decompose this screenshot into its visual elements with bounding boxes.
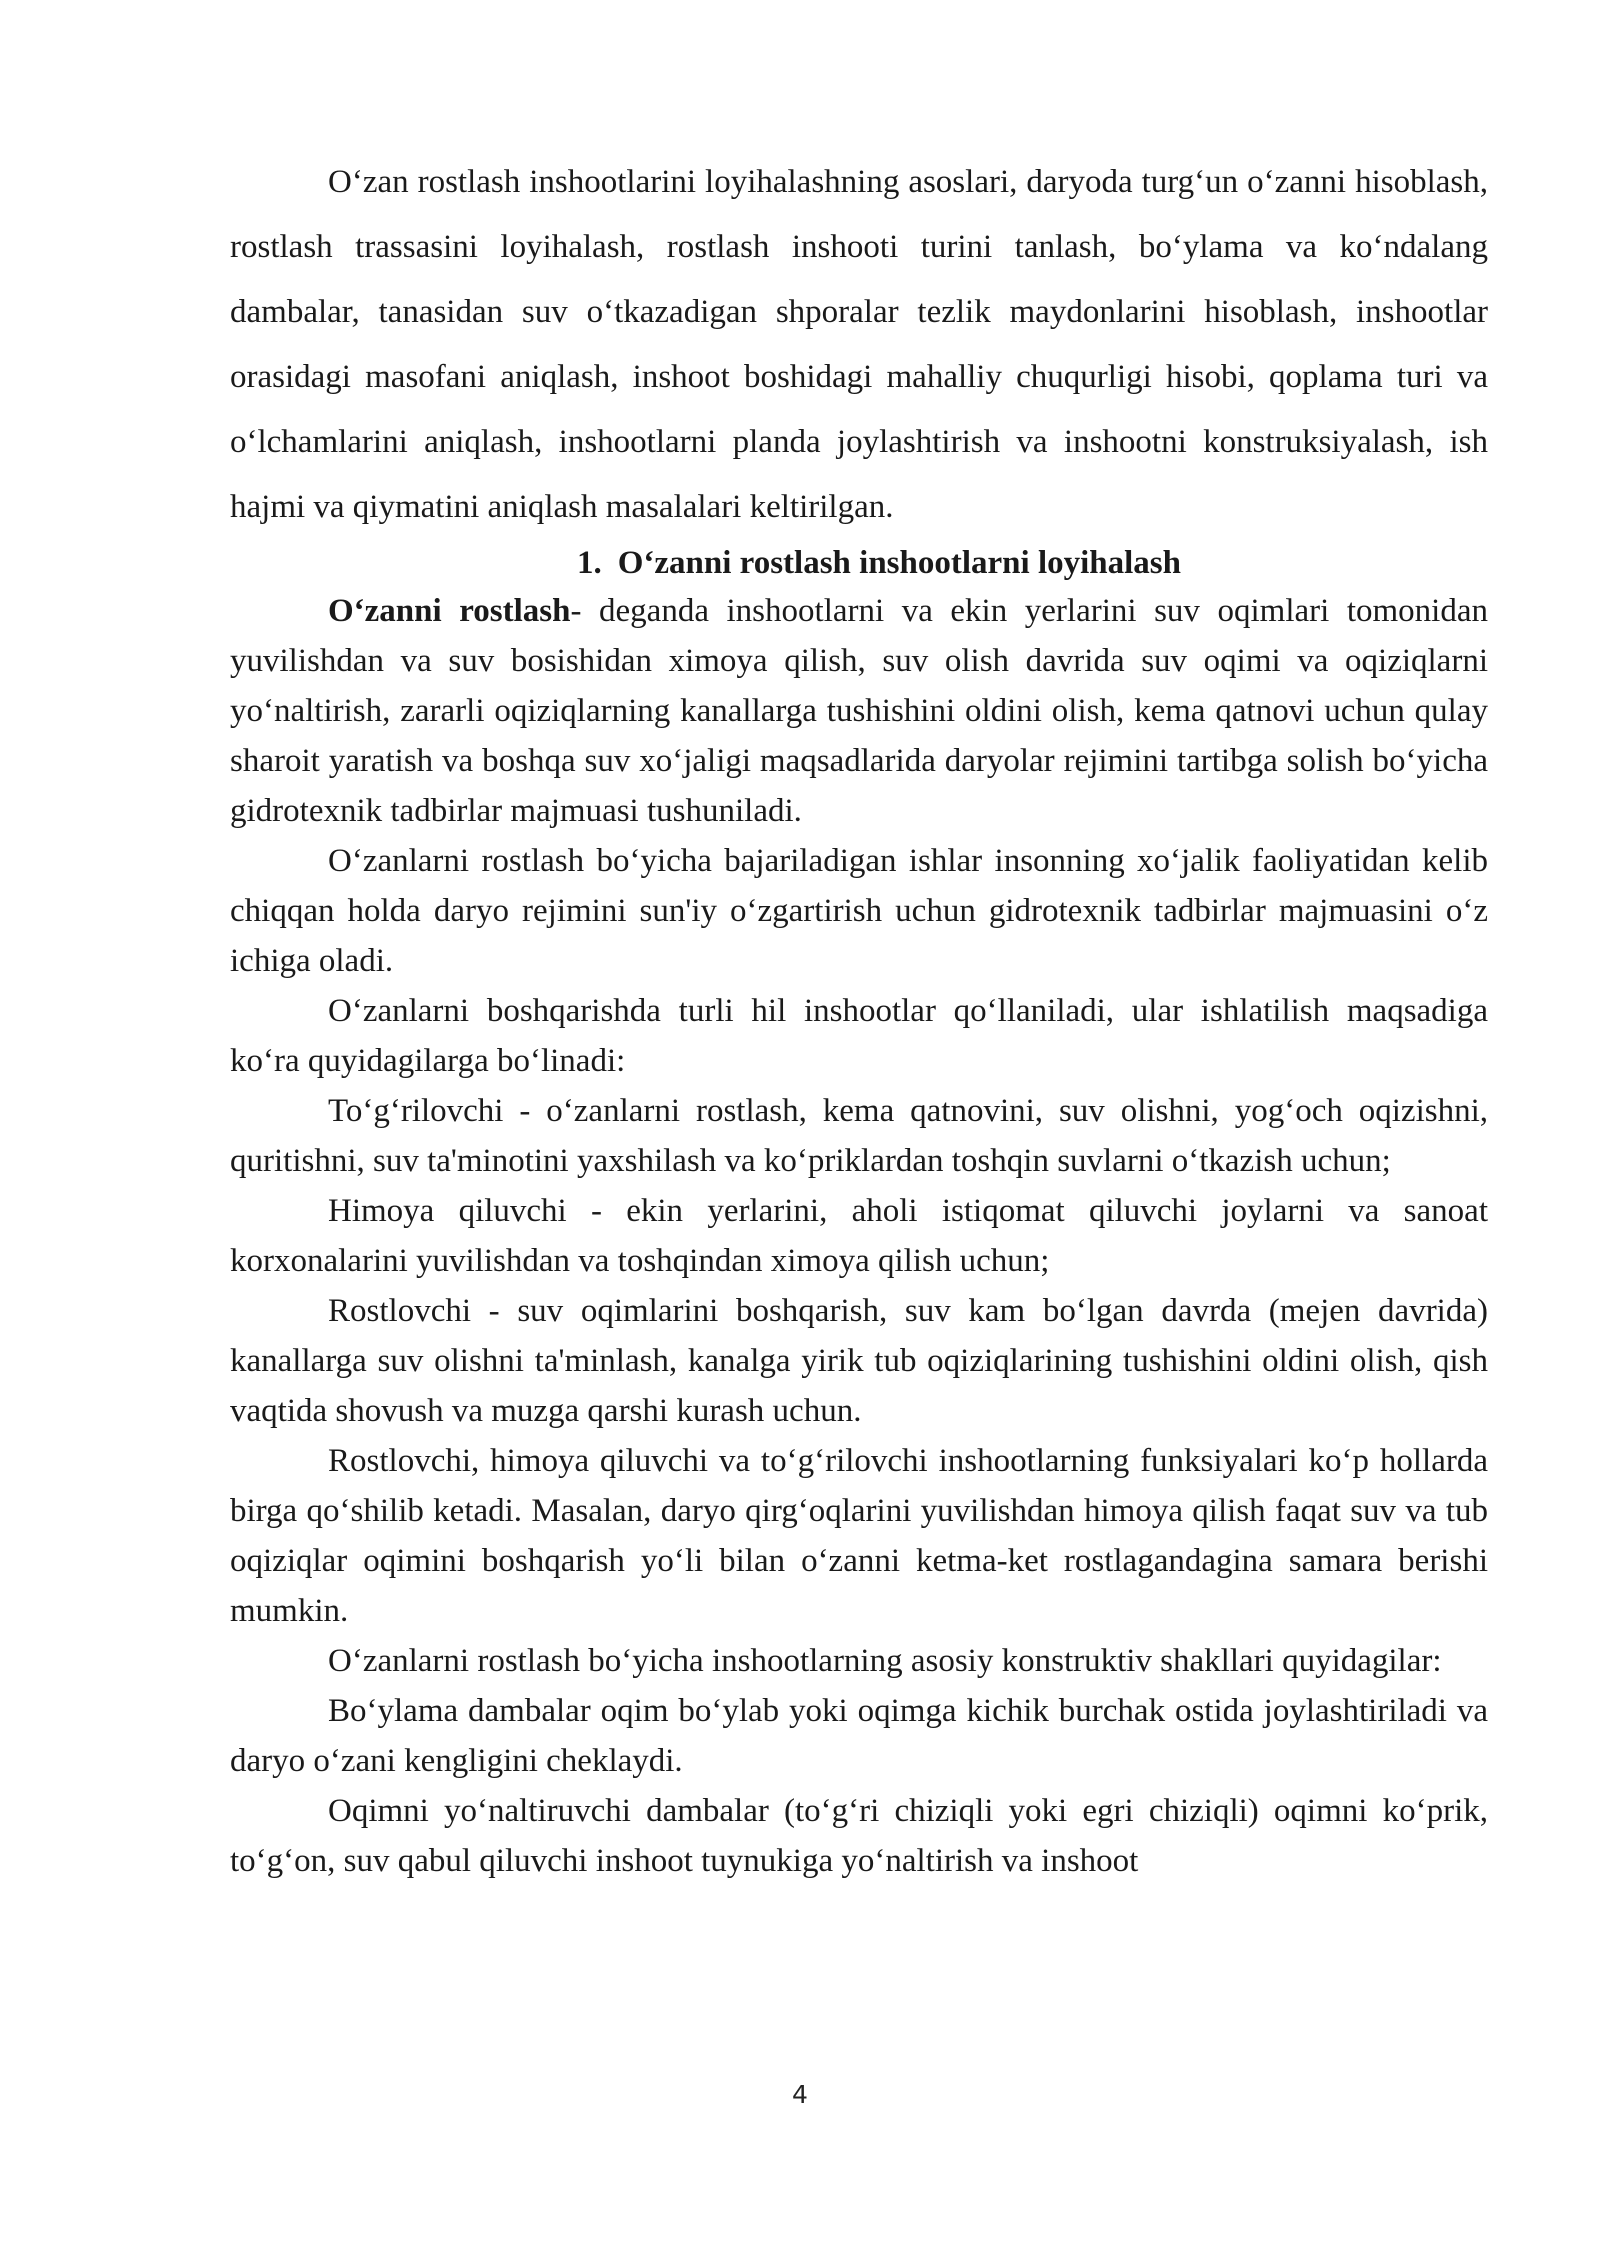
body-paragraph: Rostlovchi - suv oqimlarini boshqarish, suv kam bo‘lgan davrda (mejen davrida) kanallarga suv olishni ta'minlash, kanalga yirik tub oqiziqlarining tushishini oldini olish, qish vaqtida shovush va muzga qarshi kurash uchun. [230, 1293, 1488, 1429]
intro-paragraph: O‘zan rostlash inshootlarini loyihalashning asoslari, daryoda turg‘un o‘zanni hisoblash, rostlash trassasini loyihalash, rostlash inshooti turini tanlash, bo‘ylama va ko‘ndalang dambalar, tanasidan suv o‘tkazadigan shporalar tezlik maydonlarini hisoblash, inshootlar orasidagi masofani aniqlash, inshoot boshidagi mahalliy chuqurligi hisobi, qoplama turi va o‘lchamlarini aniqlash, inshootlarni planda joylashtirish va inshootni konstruksiyalash, ish hajmi va qiymatini aniqlash masalalari keltirilgan. [230, 164, 1488, 525]
page-number: 4 [792, 2080, 808, 2109]
body-paragraph: Oqimni yo‘naltiruvchi dambalar (to‘g‘ri chiziqli yoki egri chiziqli) oqimni ko‘prik, to‘g‘on, suv qabul qiluvchi inshoot tuynukiga yo‘naltirish va inshoot [230, 1793, 1488, 1879]
body-paragraph: O‘zanlarni rostlash bo‘yicha inshootlarning asosiy konstruktiv shakllari quyidagilar: [328, 1643, 1442, 1679]
section-number: 1. [576, 545, 602, 581]
body-paragraph: O‘zanlarni rostlash bo‘yicha bajariladigan ishlar insonning xo‘jalik faoliyatidan kelib chiqqan holda daryo rejimini sun'iy o‘zgartirish uchun gidrotexnik tadbirlar majmuasini o‘z ichiga oladi. [230, 843, 1488, 979]
body-section [230, 586, 1488, 1886]
document-page [230, 150, 1488, 1886]
body-paragraph: To‘g‘rilovchi - o‘zanlarni rostlash, kema qatnovini, suv olishni, yog‘och oqizishni, quritishni, suv ta'minotini yaxshilash va ko‘priklardan toshqin suvlarni o‘tkazish uchun; [230, 1093, 1488, 1179]
body-paragraph: Rostlovchi, himoya qiluvchi va to‘g‘rilovchi inshootlarning funksiyalari ko‘p hollarda birga qo‘shilib ketadi. Masalan, daryo qirg‘oqlarini yuvilishdan himoya qilish faqat suv va tub oqiziqlar oqimini boshqarish yo‘li bilan o‘zanni ketma-ket rostlagandagina samara berishi mumkin. [230, 1443, 1488, 1629]
definition-term: O‘zanni rostlash [328, 593, 571, 629]
section-title: O‘zanni rostlash inshootlarni loyihalash [617, 545, 1182, 581]
definition-paragraph [230, 586, 1488, 836]
body-paragraph: O‘zanlarni boshqarishda turli hil inshootlar qo‘llaniladi, ular ishlatilish maqsadiga ko‘ra quyidagilarga bo‘linadi: [230, 993, 1488, 1079]
body-paragraph: Bo‘ylama dambalar oqim bo‘ylab yoki oqimga kichik burchak ostida joylashtiriladi va daryo o‘zani kengligini cheklaydi. [230, 1693, 1488, 1779]
body-paragraph: Himoya qiluvchi - ekin yerlarini, aholi istiqomat qiluvchi joylarni va sanoat korxonalarini yuvilishdan va toshqindan ximoya qilish uchun; [230, 1193, 1488, 1279]
intro-section [230, 150, 1488, 540]
definition-text: - deganda inshootlarni va ekin yerlarini suv oqimlari tomonidan yuvilishdan va suv bosishidan ximoya qilish, suv olish davrida suv oqimi va oqiziqlarni yo‘naltirish, zararli oqiziqlarning kanallarga tushishini oldini olish, kema qatnovi uchun qulay sharoit yaratish va boshqa suv xo‘jaligi maqsadlarida daryolar rejimini tartibga solish bo‘yicha gidrotexnik tadbirlar majmuasi tushuniladi. [230, 593, 1488, 829]
section-heading [230, 540, 1488, 586]
